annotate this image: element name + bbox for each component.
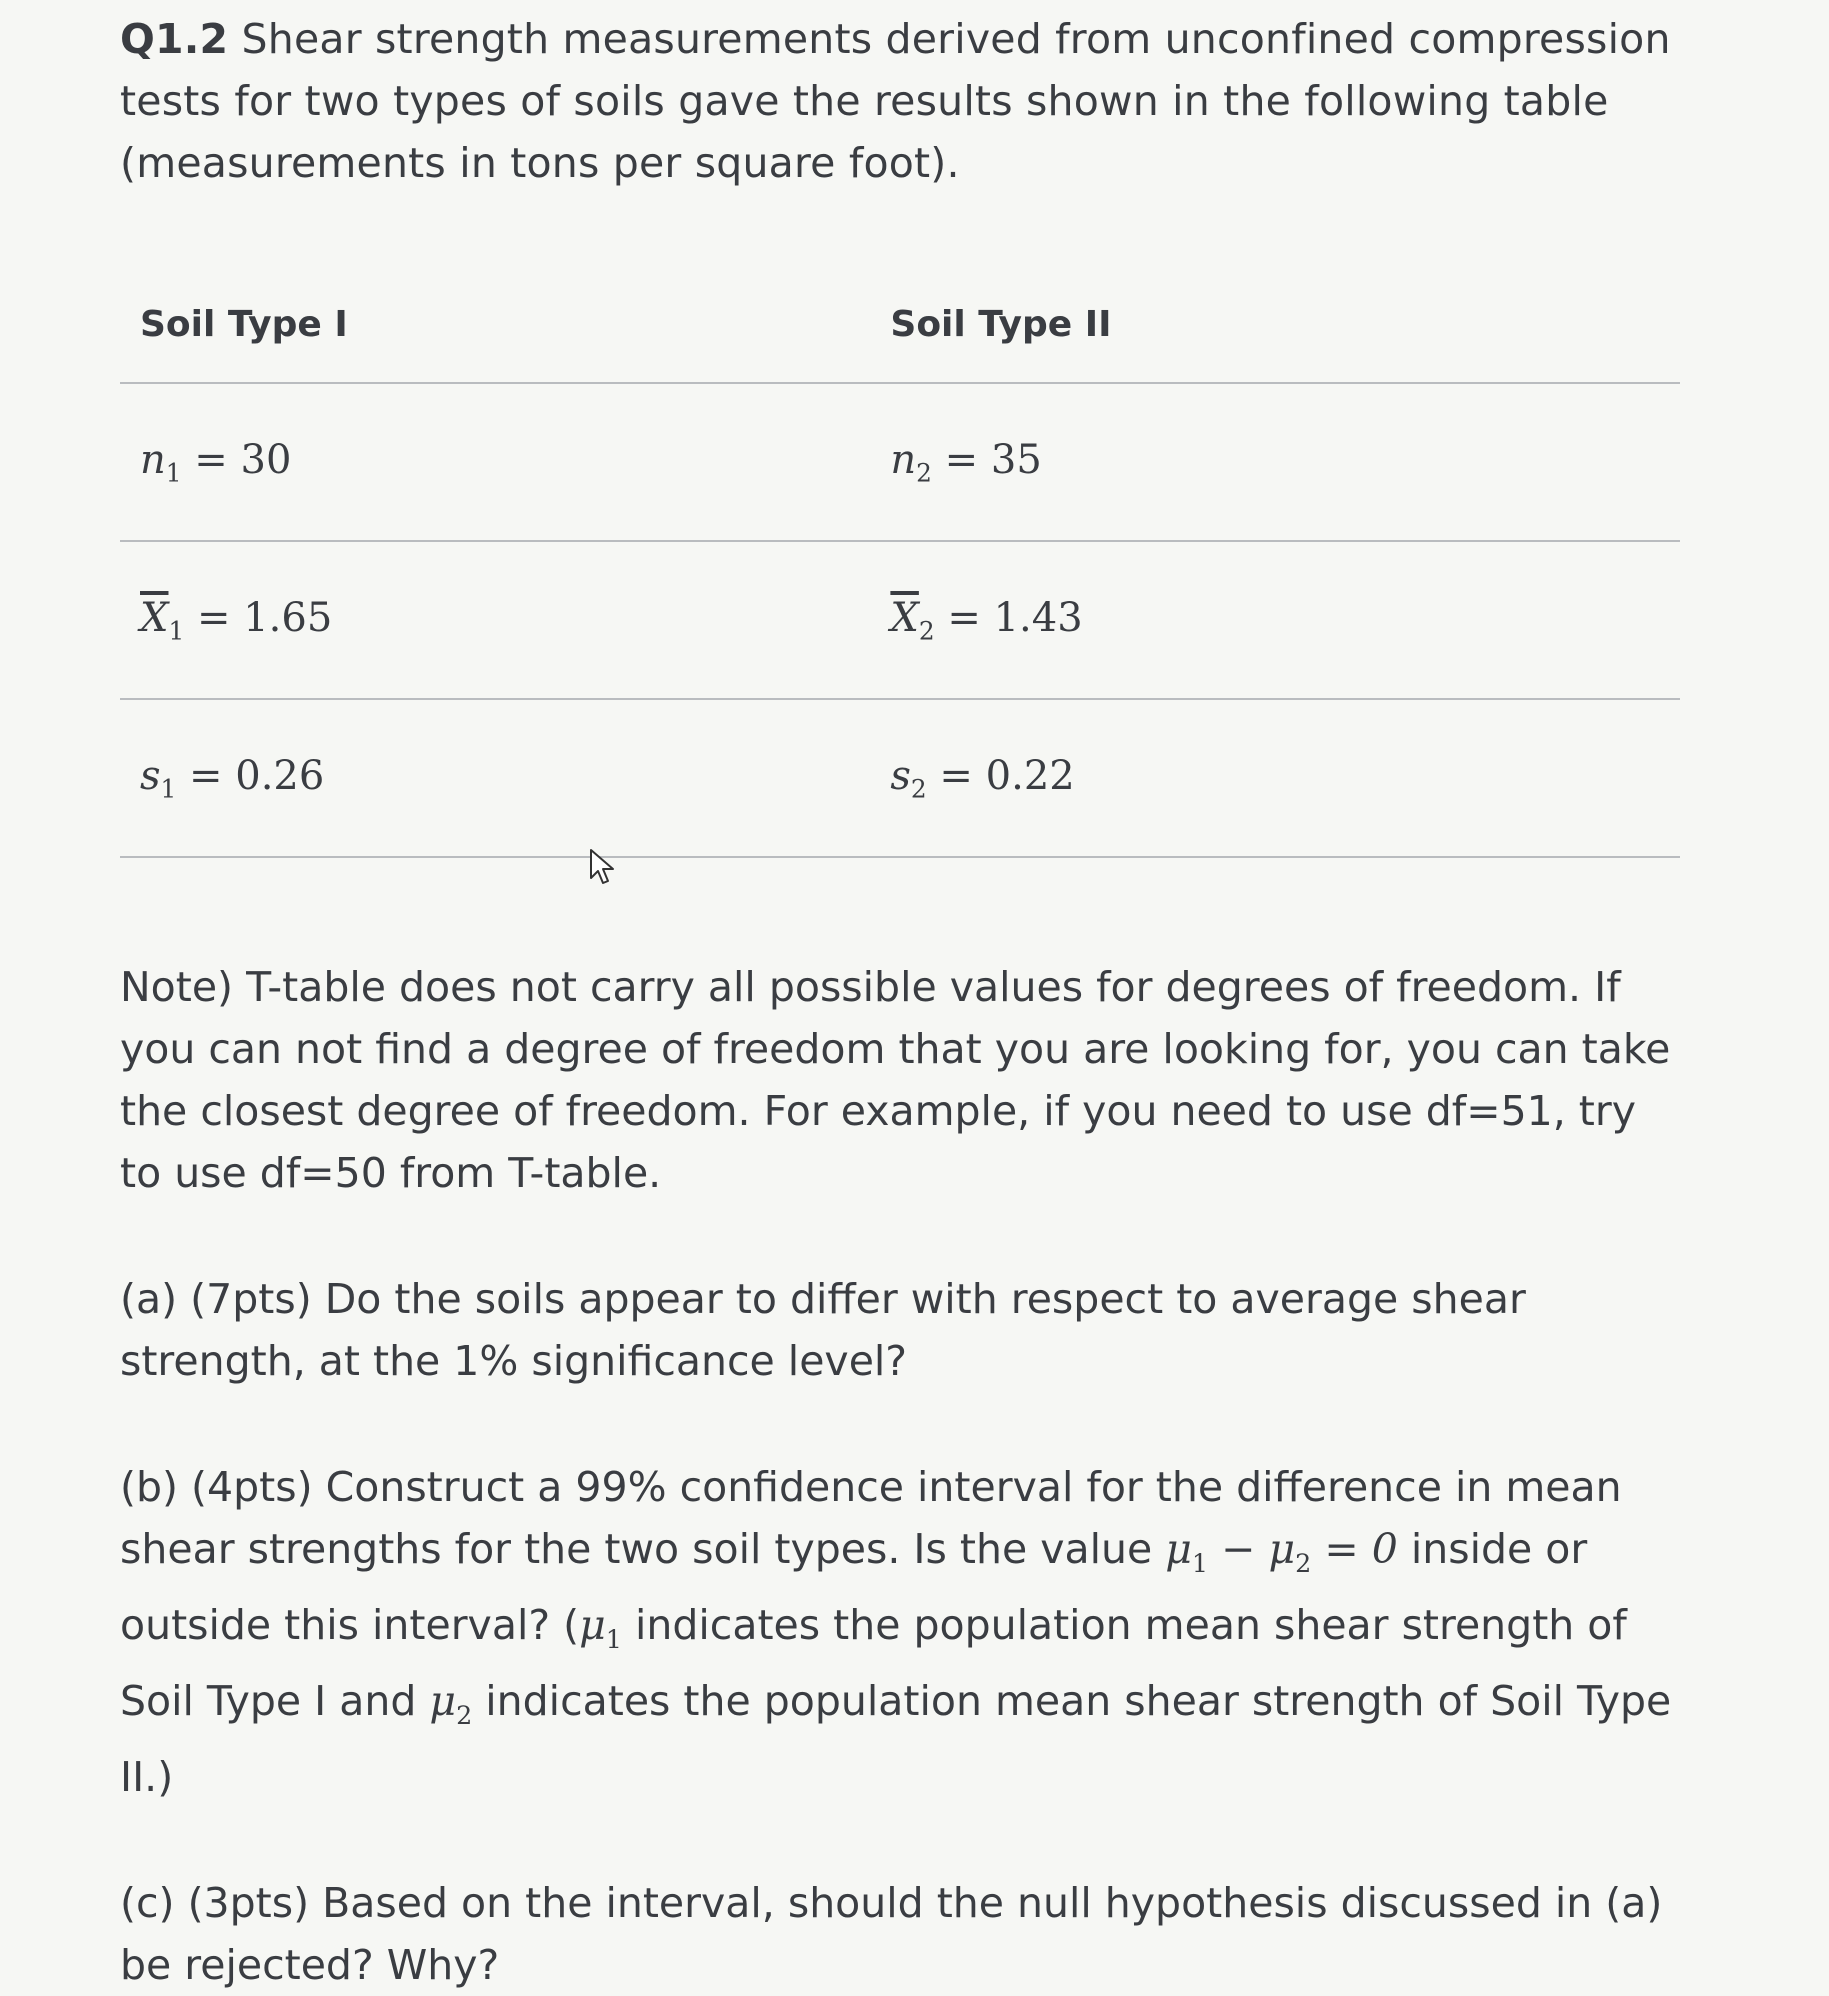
n1-cell: $n_1 = 30$ — [140, 436, 292, 488]
n2-cell: $n_2 = 35$ — [890, 436, 1042, 488]
xbar1-cell: $\overline{X}_1 = 1.65$ — [140, 594, 333, 646]
s1-cell: $s_1 = 0.26$ — [140, 752, 325, 804]
table-header-row — [120, 266, 1680, 384]
header-soil-type-2: Soil Type II — [890, 303, 1112, 345]
table-row-std-dev — [120, 700, 1680, 858]
question-text — [120, 8, 1680, 194]
xbar2-cell: $\overline{X}_2 = 1.43$ — [890, 594, 1083, 646]
part-c-text: (c) (3pts) Based on the interval, should the null hypothesis discussed in (a) be rejected? Why? — [120, 1878, 1663, 1989]
question-number: Q1.2 — [120, 15, 229, 63]
part-b-text: (b) (4pts) Construct a 99% confidence interval for the difference in mean shear strengths for the two soil types. Is the value $\mu_1 - \mu_2 = 0$ inside or outside this interval? ($\mu_1$ indicates the population mean shear strength of Soil Type I and $\mu_2$ indicates the population mean shear strength of Soil Type II.) — [120, 1463, 1672, 1801]
note-text: Note) T-table does not carry all possible values for degrees of freedom. If you can not find a degree of freedom that you are looking for, you can take the closest degree of freedom. For example, if you need to use df=51, try to use df=50 from T-table. — [120, 963, 1671, 1197]
s2-cell: $s_2 = 0.22$ — [890, 752, 1075, 804]
header-soil-type-1: Soil Type I — [140, 303, 348, 345]
table-row-mean — [120, 542, 1680, 700]
results-table — [120, 266, 1680, 858]
table-row-sample-size — [120, 384, 1680, 542]
mouse-pointer-icon — [588, 848, 618, 888]
question-body: Shear strength measurements derived from unconfined compression tests for two types of soils gave the results shown in the following table (measurements in tons per square foot). — [120, 15, 1671, 187]
part-a-text: (a) (7pts) Do the soils appear to differ with respect to average shear strength, at the 1% significance level? — [120, 1275, 1526, 1385]
